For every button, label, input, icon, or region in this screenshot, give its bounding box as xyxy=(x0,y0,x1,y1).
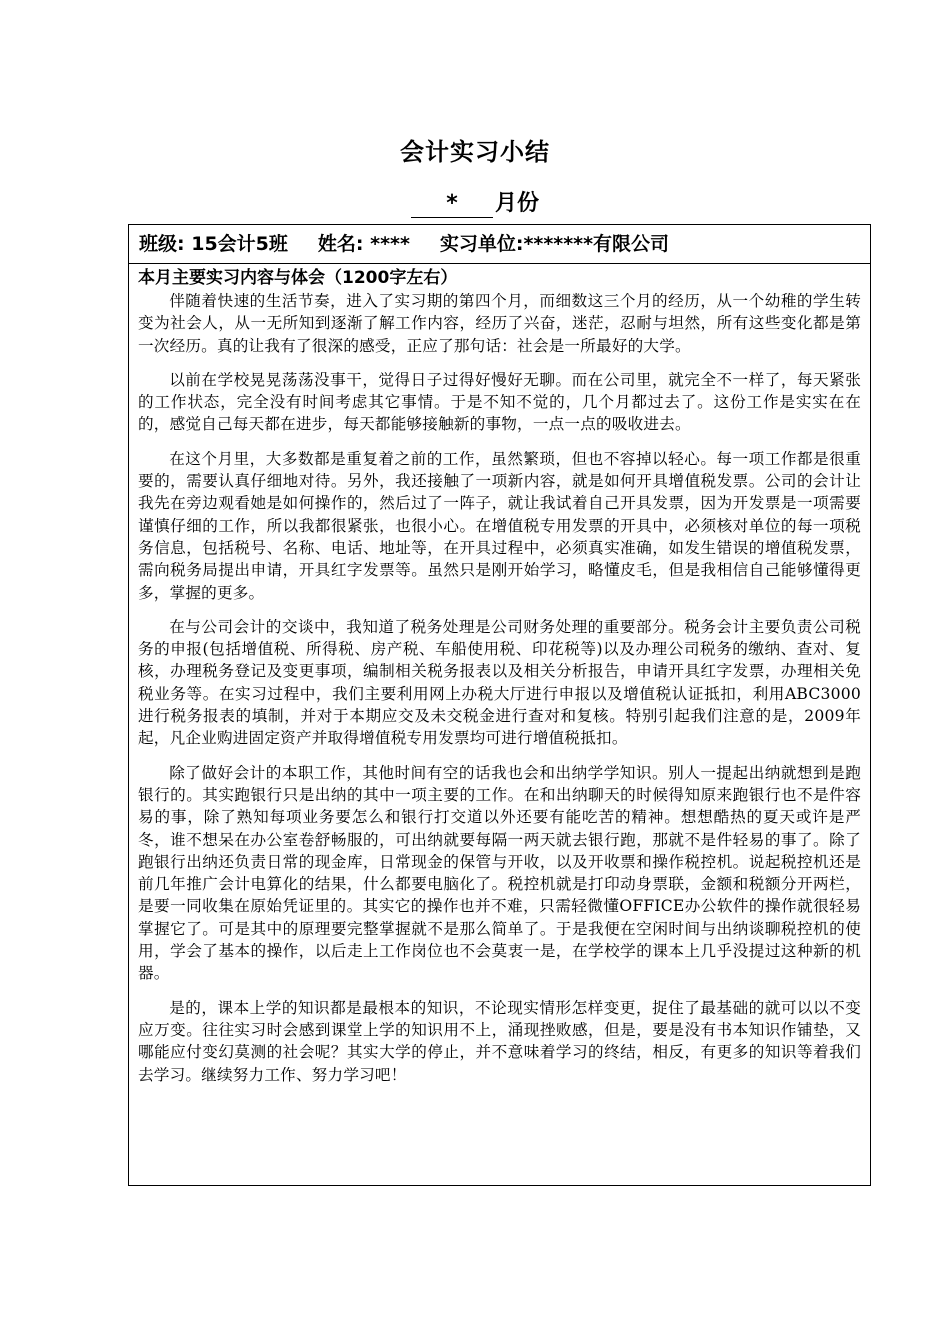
paragraph: 在这个月里，大多数都是重复着之前的工作，虽然繁琐，但也不容掉以轻心。每一项工作都是很重要的，需要认真仔细地对待。另外，我还接触了一项新内容，就是如何开具增值税发票。公司的会计让我先在旁边观看她是如何操作的，然后过了一阵子，就让我试着自己开具发票，因为开发票是一项需要谨慎仔细的工作，所以我都很紧张，也很小心。在增值税专用发票的开具中，必须核对单位的每一项税务信息，包括税号、名称、电话、地址等，在开具过程中，必须真实准确，如发生错误的增值税发票，需向税务局提出申请，开具红字发票等。虽然只是刚开始学习，略懂皮毛，但是我相信自己能够懂得更多，掌握的更多。 xyxy=(138,449,861,602)
paragraph: 伴随着快速的生活节奏，进入了实习期的第四个月，而细数这三个月的经历，从一个幼稚的学生转变为社会人，从一无所知到逐渐了解工作内容，经历了兴奋，迷茫，忍耐与坦然，所有这些变化都是第一次经历。真的让我有了很深的感受，正应了那句话：社会是一所最好的大学。 xyxy=(138,292,861,355)
page-title: 会计实习小结 xyxy=(400,138,550,166)
info-row xyxy=(129,225,870,264)
month-label: 月份 xyxy=(494,191,539,216)
class-value: 15会计5班 xyxy=(191,233,288,255)
section-heading: 本月主要实习内容与体会（1200字左右） xyxy=(138,268,458,288)
unit-label: 实习单位: xyxy=(439,233,524,255)
month-value: * xyxy=(411,191,493,218)
paragraph: 除了做好会计的本职工作，其他时间有空的话我也会和出纳学学知识。别人一提起出纳就想到是跑银行的。其实跑银行只是出纳的其中一项主要的工作。在和出纳聊天的时候得知原来跑银行也不是件容易的事，除了熟知每项业务要怎么和银行打交道以外还要有能吃苦的精神。想想酷热的夏天或许是严冬，谁不想呆在办公室卷舒畅服的，可出纳就要每隔一两天就去银行跑，那就不是件轻易的事了。除了跑银行出纳还负责日常的现金库，日常现金的保管与开收，以及开收票和操作税控机。说起税控机还是前几年推广会计电算化的结果，什么都要电脑化了。税控机就是打印动身票联，金额和税额分开两栏，是要一同收集在原始凭证里的。其实它的操作也并不难，只需轻微懂OFFICE办公软件的操作就很轻易掌握它了。可是其中的原理要完整掌握就不是那么简单了。于是我便在空闲时间与出纳谈聊税控机的使用，学会了基本的操作，以后走上工作岗位也不会莫衷一是，在学校学的课本上几乎没提过这种新的机器。 xyxy=(138,763,861,983)
content-area xyxy=(129,264,870,1086)
unit-value: *******有限公司 xyxy=(523,233,670,255)
paragraph: 以前在学校晃晃荡荡没事干，觉得日子过得好慢好无聊。而在公司里，就完全不一样了，每天紧张的工作状态，完全没有时间考虑其它事情。于是不知不觉的，几个月都过去了。这份工作是实实在在的，感觉自己每天都在进步，每天都能够接触新的事物，一点一点的吸收进去。 xyxy=(138,370,861,434)
name-label: 姓名: xyxy=(317,233,364,255)
report-form xyxy=(128,224,871,1186)
month-line xyxy=(0,189,950,219)
name-value: **** xyxy=(370,233,410,255)
class-label: 班级: xyxy=(139,233,185,255)
paragraph: 在与公司会计的交谈中，我知道了税务处理是公司财务处理的重要部分。税务会计主要负责公司税务的申报(包括增值税、所得税、房产税、车船使用税、印花税等)以及办理公司税务的缴纳、查对、复核，办理税务登记及变更事项，编制相关税务报表以及相关分析报告，申请开具红字发票，办理相关免税业务等。在实习过程中，我们主要利用网上办税大厅进行申报以及增值税认证抵扣，利用ABC3000进行税务报表的填制，并对于本期应交及未交税金进行查对和复核。特别引起我们注意的是，2009年起，凡企业购进固定资产并取得增值税专用发票均可进行增值税抵扣。 xyxy=(138,617,861,748)
paragraph: 是的，课本上学的知识都是最根本的知识，不论现实情形怎样变更，捉住了最基础的就可以以不变应万变。往往实习时会感到课堂上学的知识用不上，涌现挫败感，但是，要是没有书本知识作铺垫，又哪能应付变幻莫测的社会呢？其实大学的停止，并不意味着学习的终结，相反，有更多的知识等着我们去学习。继续努力工作、努力学习吧！ xyxy=(138,998,861,1084)
